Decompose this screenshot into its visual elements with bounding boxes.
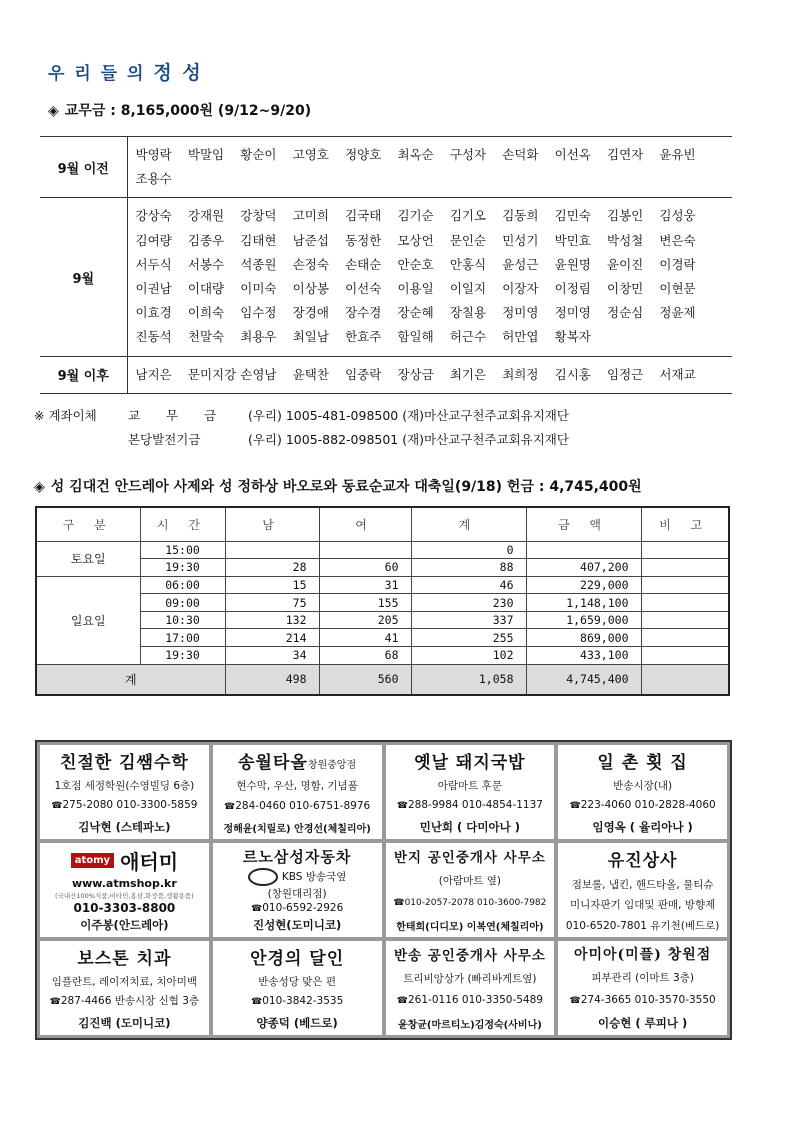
total-count: 337 xyxy=(411,611,526,629)
donor-name: 김기오 xyxy=(449,208,487,224)
note-cell xyxy=(641,594,729,612)
donor-name: 이용일 xyxy=(397,281,434,297)
total-count: 255 xyxy=(411,629,526,647)
donor-name: 함일해 xyxy=(397,329,434,345)
offering-table xyxy=(35,506,730,696)
female-count: 155 xyxy=(319,594,411,612)
col-header: 계 xyxy=(411,507,526,541)
total-row xyxy=(36,664,729,695)
male-count: 214 xyxy=(225,629,319,647)
total-label: 계 xyxy=(36,664,225,695)
donor-name: 박성철 xyxy=(607,232,644,248)
donor-name: 손덕화 xyxy=(502,147,539,162)
donor-name: 장칠용 xyxy=(449,305,487,321)
col-header: 남 xyxy=(225,507,319,541)
table-row xyxy=(36,541,729,559)
donor-names xyxy=(127,137,732,198)
amount: 1,659,000 xyxy=(526,611,641,629)
total-female: 560 xyxy=(319,664,411,695)
amount: 433,100 xyxy=(526,647,641,665)
donor-name: 김기순 xyxy=(397,208,434,224)
donor-group-row xyxy=(40,137,732,198)
table-row xyxy=(36,629,729,647)
col-header: 구 분 xyxy=(36,507,140,541)
donor-name: 손영남 xyxy=(240,366,277,382)
female-count xyxy=(319,541,411,559)
donor-name: 이정림 xyxy=(554,281,591,297)
total-count: 88 xyxy=(411,559,526,577)
male-count: 28 xyxy=(225,559,319,577)
col-header: 비 고 xyxy=(641,507,729,541)
donor-name: 황복자 xyxy=(554,329,591,345)
donor-name: 정윤제 xyxy=(659,305,696,321)
ad-glasses: 안경의 달인 반송성당 맞은 편 ☎ 010-3842-3535 양종덕 (베드로) xyxy=(213,941,382,1035)
table-row xyxy=(36,576,729,594)
total-count: 0 xyxy=(411,541,526,559)
donor-name: 김동희 xyxy=(502,208,539,224)
table-row xyxy=(36,611,729,629)
note-cell xyxy=(641,576,729,594)
amount: 869,000 xyxy=(526,629,641,647)
donor-name: 허만엽 xyxy=(502,329,539,345)
donor-name: 임수정 xyxy=(240,305,277,321)
ad-atomy: atomy 애터미 www.atmshop.kr (국내산100%식품,비타민,홍삼,화장품,생활용품) 010-3303-8800 이주봉(안드레아) xyxy=(40,843,209,937)
donor-name: 최일남 xyxy=(292,329,329,345)
donor-name: 손정숙 xyxy=(292,256,329,272)
donor-table xyxy=(40,136,732,394)
mass-time: 17:00 xyxy=(140,629,225,647)
account-label: 본당발전기금 xyxy=(127,432,201,447)
ad-amia: 아미아(미플) 창원점 피부관리 (이마트 3층) ☎ 274-3665 010-3570-3550 이승현 ( 루피나 ) xyxy=(558,941,727,1035)
donor-name: 박영락 xyxy=(135,147,172,162)
donor-name: 김국태 xyxy=(345,208,382,224)
account-row-development-fund xyxy=(34,428,569,452)
donor-name: 구성자 xyxy=(449,147,487,162)
ad-towel-shop: 송월타올창원중앙점 현수막, 우산, 명함, 기념품 ☎ 284-0460 010-6751-8976 정해윤(치릴로) 안경선(체칠리아) xyxy=(213,745,382,839)
donor-name: 윤이진 xyxy=(607,256,644,272)
amount: 407,200 xyxy=(526,559,641,577)
donor-name: 김연자 xyxy=(607,147,644,162)
donor-name: 장순혜 xyxy=(397,305,434,321)
mass-time: 10:30 xyxy=(140,611,225,629)
account-detail: (우리) 1005-882-098501 (재)마산교구천주교회유지재단 xyxy=(247,432,569,447)
donor-name: 동정한 xyxy=(345,232,382,248)
donor-name: 강재원 xyxy=(187,208,225,224)
donor-name: 변은숙 xyxy=(659,232,696,248)
donor-name: 정미영 xyxy=(502,305,539,321)
account-row-school-fund xyxy=(34,404,569,428)
note-cell xyxy=(641,664,729,695)
table-row xyxy=(36,647,729,665)
donor-name: 이대량 xyxy=(187,281,225,297)
total-count: 230 xyxy=(411,594,526,612)
donor-name: 남준섭 xyxy=(292,232,329,248)
donor-name: 윤유빈 xyxy=(659,147,696,162)
donor-group-row xyxy=(40,356,732,393)
col-header: 여 xyxy=(319,507,411,541)
donor-names xyxy=(127,356,732,393)
donor-name: 문미지강 xyxy=(187,366,237,382)
donor-name: 김시홍 xyxy=(554,366,591,382)
mass-time: 19:30 xyxy=(140,647,225,665)
total-count: 46 xyxy=(411,576,526,594)
donor-name: 조용수 xyxy=(135,171,172,187)
donor-group-label: 9월 xyxy=(40,198,127,356)
donor-name: 김민숙 xyxy=(554,208,591,224)
donor-name: 김성웅 xyxy=(659,208,696,224)
ad-dental: 보스톤 치과 임플란트, 레이저치료, 치아미백 ☎ 287-4466 반송시장 신협 3층 김진백 (도미니코) xyxy=(40,941,209,1035)
male-count: 15 xyxy=(225,576,319,594)
donor-name: 안순호 xyxy=(397,256,434,272)
amount: 229,000 xyxy=(526,576,641,594)
amount: 1,148,100 xyxy=(526,594,641,612)
ad-renault: 르노삼성자동차 KBS 방송국옆 (창원대리점) ☎ 010-6592-2926 진성현(도미니코) xyxy=(213,843,382,937)
donor-name: 고영호 xyxy=(292,147,329,162)
atomy-logo: atomy xyxy=(71,853,114,868)
donor-name: 손태순 xyxy=(345,256,382,272)
donor-name: 임정근 xyxy=(607,366,644,382)
ads-grid xyxy=(35,740,732,1040)
note-cell xyxy=(641,559,729,577)
donor-name: 강상숙 xyxy=(135,208,172,224)
diamond-icon: ◈ xyxy=(34,479,45,495)
col-header: 금 액 xyxy=(526,507,641,541)
donor-name: 박민효 xyxy=(554,232,591,248)
header-title: 정 성 xyxy=(153,62,203,84)
female-count: 41 xyxy=(319,629,411,647)
donor-name: 이상봉 xyxy=(292,281,329,297)
note-cell xyxy=(641,647,729,665)
mass-time: 09:00 xyxy=(140,594,225,612)
donor-name: 허근수 xyxy=(449,329,487,345)
amount xyxy=(526,541,641,559)
donor-name: 이경락 xyxy=(659,256,696,272)
offering-heading: ◈ 성 김대건 안드레아 사제와 성 정하상 바오로와 동료순교자 대축일(9/18) 헌금 : 4,745,400원 xyxy=(34,479,642,495)
donor-name: 이창민 xyxy=(607,281,644,297)
ad-realestate-banji: 반지 공인중개사 사무소 (아람마트 옆) ☎ 010-2057-2078 010-3600-7982 한태희(디디모) 이복연(체칠리아) xyxy=(386,843,555,937)
donor-name: 석종원 xyxy=(240,256,277,272)
donor-name: 김봉인 xyxy=(607,208,644,224)
donor-name: 이일지 xyxy=(449,281,487,297)
donor-name: 남지은 xyxy=(135,366,172,382)
donor-name: 장상금 xyxy=(397,366,434,382)
donor-name: 이희숙 xyxy=(187,305,225,321)
female-count: 205 xyxy=(319,611,411,629)
ad-sashimi: 일 촌 횟 집 반송시장(내) ☎ 223-4060 010-2828-4060 임영옥 ( 율리아나 ) xyxy=(558,745,727,839)
donor-name: 서봉수 xyxy=(187,256,225,272)
donor-name: 안홍식 xyxy=(449,256,487,272)
note-cell xyxy=(641,611,729,629)
day-label: 토요일 xyxy=(36,541,140,576)
day-label: 일요일 xyxy=(36,576,140,664)
transfer-mark: ※ 계좌이체 xyxy=(34,408,97,423)
donor-name: 황순이 xyxy=(240,147,277,162)
donor-group-row xyxy=(40,198,732,356)
mass-time: 06:00 xyxy=(140,576,225,594)
header-prefix: 우 리 들 의 xyxy=(48,64,146,84)
donor-name: 김태현 xyxy=(240,232,277,248)
male-count: 132 xyxy=(225,611,319,629)
diamond-icon: ◈ xyxy=(48,103,59,119)
donor-name: 장경애 xyxy=(292,305,329,321)
donor-name: 강창덕 xyxy=(240,208,277,224)
donor-name: 이현문 xyxy=(659,281,696,297)
donor-name: 윤택찬 xyxy=(292,366,329,382)
note-cell xyxy=(641,541,729,559)
donor-name: 이권남 xyxy=(135,281,172,297)
donor-name: 이미숙 xyxy=(240,281,277,297)
mass-time: 15:00 xyxy=(140,541,225,559)
donor-name: 최희정 xyxy=(502,366,539,382)
section-header xyxy=(48,58,203,85)
male-count: 34 xyxy=(225,647,319,665)
donor-name: 김종우 xyxy=(187,232,225,248)
donor-name: 장수경 xyxy=(345,305,382,321)
donor-name: 천말숙 xyxy=(187,329,225,345)
donor-name: 김여량 xyxy=(135,232,172,248)
note-cell xyxy=(641,629,729,647)
donor-group-label: 9월 이전 xyxy=(40,137,127,198)
donor-name: 서재교 xyxy=(659,366,696,382)
col-header: 시 간 xyxy=(140,507,225,541)
donor-name: 윤성근 xyxy=(502,256,539,272)
donor-name: 정미영 xyxy=(554,305,591,321)
female-count: 31 xyxy=(319,576,411,594)
ad-yujin: 유진상사 점보롤, 냅킨, 핸드타올, 물티슈 미니자판기 임대및 판매, 방향제 010-6520-7801 유기천(베드로) xyxy=(558,843,727,937)
male-count: 75 xyxy=(225,594,319,612)
donor-name: 민성기 xyxy=(502,232,539,248)
car-logo-icon xyxy=(248,868,278,886)
donor-name: 문인순 xyxy=(449,232,487,248)
donor-name: 이선옥 xyxy=(554,147,591,162)
donor-name: 진동석 xyxy=(135,329,172,345)
school-fund-heading: ◈ 교무금 : 8,165,000원 (9/12~9/20) xyxy=(48,103,312,119)
female-count: 68 xyxy=(319,647,411,665)
donor-name: 정순심 xyxy=(607,305,644,321)
total-count: 102 xyxy=(411,647,526,665)
ad-math-academy: 친절한 김쌤수학 1호점 세정학원(수영빌딩 6층) ☎ 275-2080 010-3300-5859 김낙현 (스테파노) xyxy=(40,745,209,839)
account-detail: (우리) 1005-481-098500 (재)마산교구천주교회유지재단 xyxy=(247,408,569,423)
total-sum: 1,058 xyxy=(411,664,526,695)
donor-group-label: 9월 이후 xyxy=(40,356,127,393)
donor-name: 서두식 xyxy=(135,256,172,272)
donor-name: 정양호 xyxy=(345,147,382,162)
donor-name: 모상언 xyxy=(397,232,434,248)
donor-name: 박말임 xyxy=(187,147,225,162)
donor-name: 이장자 xyxy=(502,281,539,297)
donor-name: 최옥순 xyxy=(397,147,434,162)
donor-name: 고미희 xyxy=(292,208,329,224)
donor-names xyxy=(127,198,732,356)
ad-realestate-bansong: 반송 공인중개사 사무소 트리비앙상가 (빠리바게트옆) ☎ 261-0116 010-3350-5489 윤창균(마르티노)김정숙(사비나) xyxy=(386,941,555,1035)
donor-name: 임중락 xyxy=(345,366,382,382)
table-row xyxy=(36,559,729,577)
donor-name: 이효경 xyxy=(135,305,172,321)
donor-name: 윤원명 xyxy=(554,256,591,272)
donor-name: 최기은 xyxy=(449,366,487,382)
donor-name: 최용우 xyxy=(240,329,277,345)
donor-name: 이선숙 xyxy=(345,281,382,297)
account-label: 교 무 금 xyxy=(127,408,228,423)
total-male: 498 xyxy=(225,664,319,695)
total-amount: 4,745,400 xyxy=(526,664,641,695)
ad-gukbap: 옛날 돼지국밥 아람마트 후문 ☎ 288-9984 010-4854-1137 민난희 ( 다미아나 ) xyxy=(386,745,555,839)
female-count: 60 xyxy=(319,559,411,577)
table-row xyxy=(36,594,729,612)
mass-time: 19:30 xyxy=(140,559,225,577)
donor-name: 한효주 xyxy=(345,329,382,345)
account-info xyxy=(34,404,569,452)
male-count xyxy=(225,541,319,559)
